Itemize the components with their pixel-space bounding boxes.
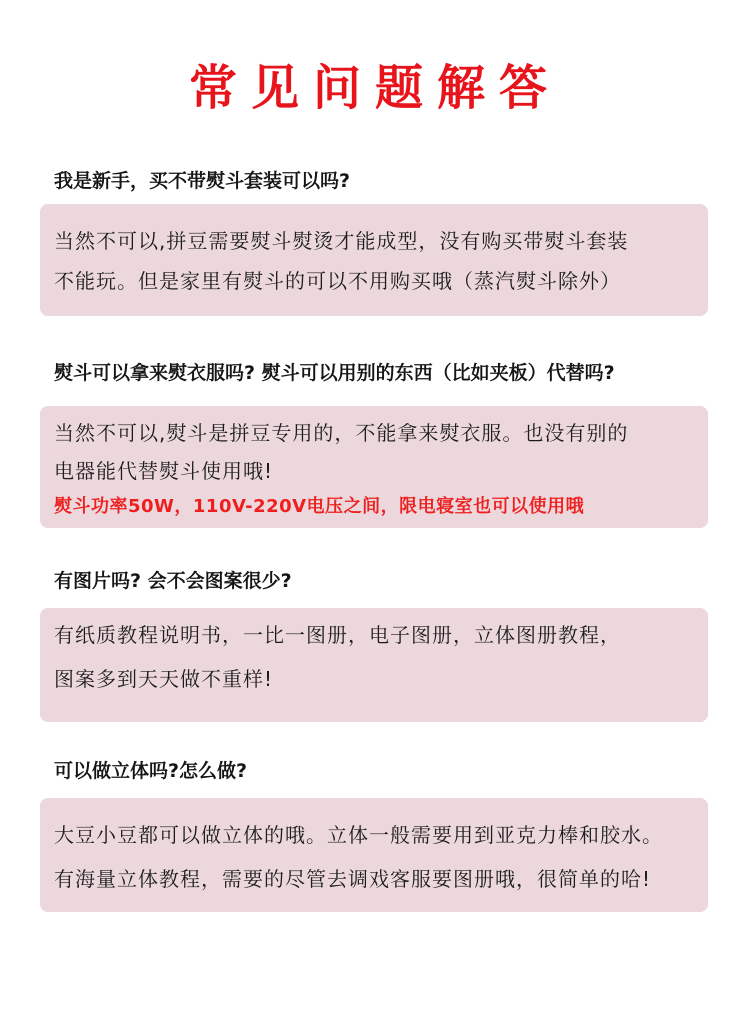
faq-answer-2-line-2: 电器能代替熨斗使用哦! — [54, 459, 274, 483]
faq-answer-box-4 — [40, 798, 708, 912]
faq-answer-2-line-1: 当然不可以,熨斗是拼豆专用的，不能拿来熨衣服。也没有别的 — [54, 421, 629, 445]
faq-answer-1-line-1: 当然不可以,拼豆需要熨斗熨烫才能成型，没有购买带熨斗套装 — [54, 229, 629, 253]
faq-answer-2-note: 熨斗功率50W，110V-220V电压之间，限电寝室也可以使用哦 — [54, 496, 585, 517]
faq-question-2: 熨斗可以拿来熨衣服吗? 熨斗可以用别的东西（比如夹板）代替吗? — [54, 362, 615, 384]
faq-question-1: 我是新手，买不带熨斗套装可以吗? — [54, 170, 351, 192]
faq-answer-box-2 — [40, 406, 708, 528]
faq-answer-4-line-1: 大豆小豆都可以做立体的哦。立体一般需要用到亚克力棒和胶水。 — [54, 823, 663, 847]
faq-answer-4-line-2: 有海量立体教程，需要的尽管去调戏客服要图册哦，很简单的哈! — [54, 867, 652, 891]
faq-answer-1-line-2: 不能玩。但是家里有熨斗的可以不用购买哦（蒸汽熨斗除外） — [54, 269, 621, 293]
faq-answer-3-line-1: 有纸质教程说明书，一比一图册，电子图册，立体图册教程， — [54, 623, 621, 647]
page-title: 常见问题解答 — [188, 60, 561, 116]
faq-question-4: 可以做立体吗?怎么做? — [54, 760, 248, 782]
faq-answer-box-3 — [40, 608, 708, 722]
faq-answer-box-1 — [40, 204, 708, 316]
faq-answer-3-line-2: 图案多到天天做不重样! — [54, 667, 274, 691]
faq-question-3: 有图片吗? 会不会图案很少? — [54, 570, 292, 592]
